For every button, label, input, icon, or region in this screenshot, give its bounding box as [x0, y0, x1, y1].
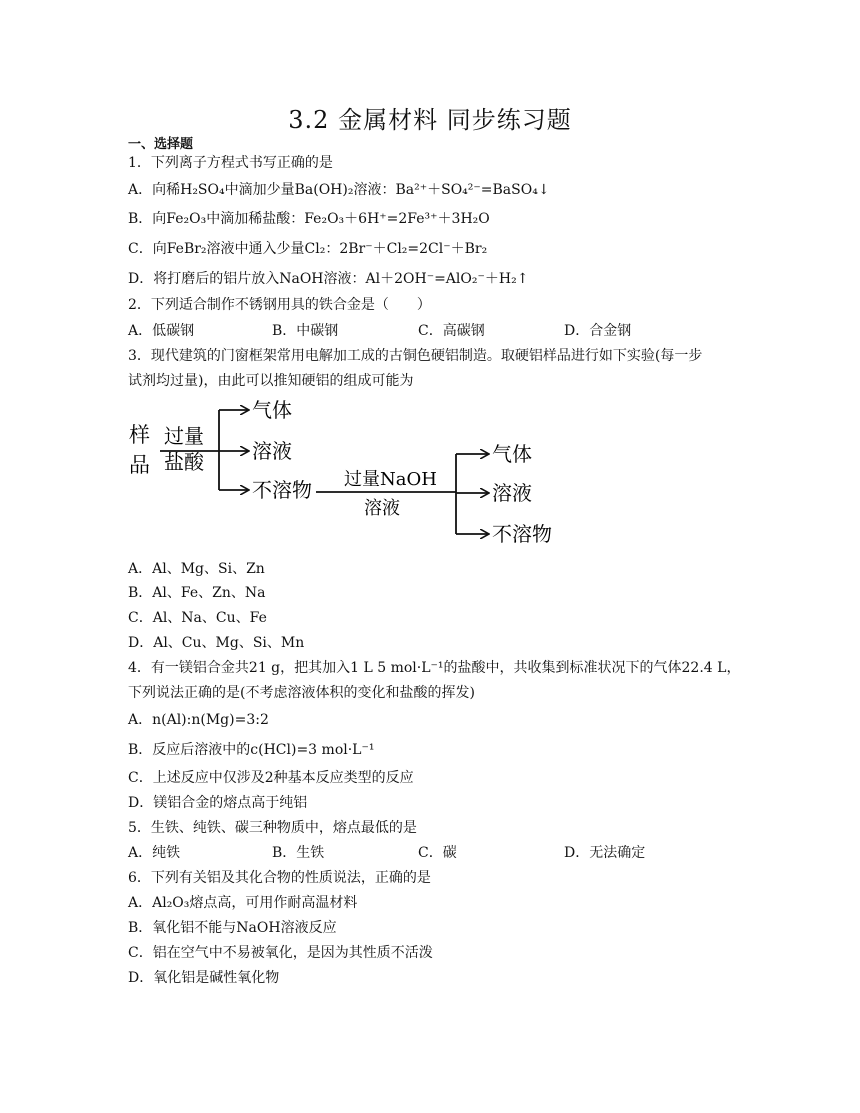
flow-insoluble-2: 不溶物: [492, 522, 552, 546]
q4-stem-line1: 4．有一镁铝合金共21 g，把其加入1 L 5 mol·L⁻¹的盐酸中，共收集到标准状况下的气体22.4 L，: [128, 660, 741, 676]
q3-stem-line1: 3．现代建筑的门窗框架常用电解加工成的古铜色硬铝制造。取硬铝样品进行如下实验(每一步: [128, 348, 703, 364]
flow-reagent1-line1: 过量: [164, 424, 204, 448]
q2-stem: 2．下列适合制作不锈钢用具的铁合金是（ ）: [128, 297, 431, 313]
q2-option-a: A．低碳钢: [128, 323, 195, 339]
q6-option-b: B．氧化铝不能与NaOH溶液反应: [128, 920, 337, 936]
q5-option-b: B．生铁: [272, 845, 325, 861]
flow-solution-1: 溶液: [252, 439, 292, 463]
q6-stem: 6．下列有关铝及其化合物的性质说法，正确的是: [128, 870, 431, 886]
q4-option-d: D．镁铝合金的熔点高于纯铝: [128, 795, 308, 811]
q1-stem: 1．下列离子方程式书写正确的是: [128, 155, 333, 171]
q1-option-b: B．向Fe₂O₃中滴加稀盐酸：Fe₂O₃＋6H⁺=2Fe³⁺＋3H₂O: [128, 211, 490, 227]
flow-gas-1: 气体: [252, 398, 292, 422]
q5-option-c: C．碳: [418, 845, 457, 861]
q3-option-c: C．Al、Na、Cu、Fe: [128, 610, 267, 626]
q2-option-c: C．高碳钢: [418, 323, 485, 339]
q3-option-b: B．Al、Fe、Zn、Na: [128, 585, 266, 601]
flow-reagent1-line2: 盐酸: [164, 450, 204, 474]
flow-gas-2: 气体: [492, 442, 532, 466]
q3-option-a: A．Al、Mg、Si、Zn: [128, 561, 265, 577]
q3-stem-line2: 试剂均过量)，由此可以推知硬铝的组成可能为: [128, 373, 414, 389]
q2-option-b: B．中碳钢: [272, 323, 339, 339]
q5-option-d: D．无法确定: [564, 845, 646, 861]
q4-stem-line2: 下列说法正确的是(不考虑溶液体积的变化和盐酸的挥发): [128, 685, 475, 701]
section-heading: 一、选择题: [128, 137, 194, 152]
flow-insoluble-1: 不溶物: [252, 478, 312, 502]
q3-option-d: D．Al、Cu、Mg、Si、Mn: [128, 635, 305, 651]
flow-sample-char1: 样: [129, 423, 150, 447]
experiment-flowchart: [126, 396, 566, 556]
page-title: 3.2 金属材料 同步练习题: [288, 106, 572, 134]
q1-option-c: C．向FeBr₂溶液中通入少量Cl₂：2Br⁻＋Cl₂=2Cl⁻＋Br₂: [128, 241, 488, 257]
q6-option-d: D．氧化铝是碱性氧化物: [128, 970, 280, 986]
flow-reagent2-line1: 过量NaOH: [344, 469, 437, 490]
q5-stem: 5．生铁、纯铁、碳三种物质中，熔点最低的是: [128, 820, 417, 836]
q6-option-c: C．铝在空气中不易被氧化，是因为其性质不活泼: [128, 945, 433, 961]
flow-reagent2-line2: 溶液: [364, 498, 400, 519]
flow-sample-char2: 品: [129, 453, 150, 477]
q5-option-a: A．纯铁: [128, 845, 181, 861]
q1-option-d: D．将打磨后的铝片放入NaOH溶液：Al＋2OH⁻=AlO₂⁻＋H₂↑: [128, 271, 529, 287]
q1-option-a: A．向稀H₂SO₄中滴加少量Ba(OH)₂溶液：Ba²⁺＋SO₄²⁻=BaSO₄↓: [128, 182, 550, 198]
q4-option-b: B．反应后溶液中的c(HCl)=3 mol·L⁻¹: [128, 742, 375, 758]
q4-option-a: A．n(Al):n(Mg)=3:2: [128, 712, 269, 728]
q6-option-a: A．Al₂O₃熔点高，可用作耐高温材料: [128, 895, 358, 911]
q2-option-d: D．合金钢: [564, 323, 632, 339]
q5-options: [128, 843, 748, 863]
q4-option-c: C．上述反应中仅涉及2种基本反应类型的反应: [128, 770, 414, 786]
q2-options: [128, 321, 748, 341]
flow-solution-2: 溶液: [492, 481, 532, 505]
